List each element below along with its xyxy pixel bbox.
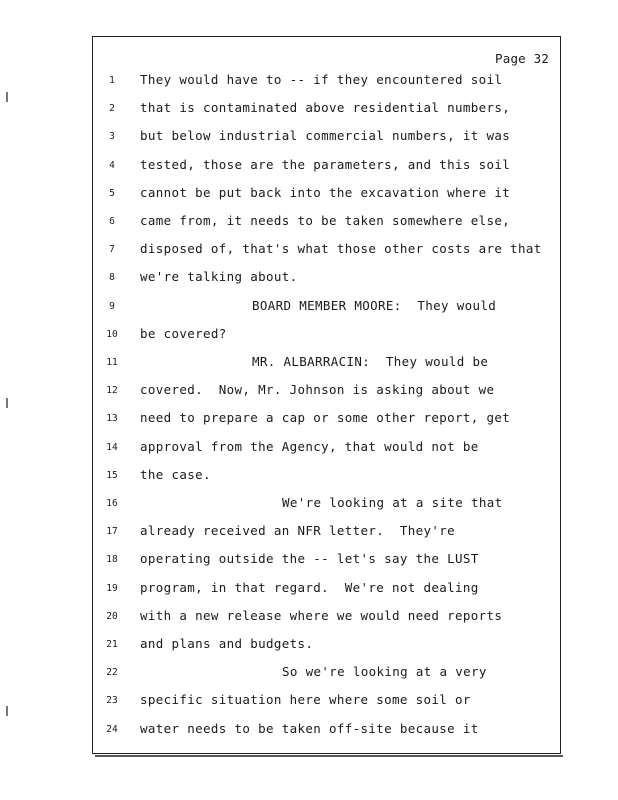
line-text: we're talking about. [140,269,298,285]
line-number: 9 [109,300,115,312]
line-number: 12 [106,385,118,397]
line-text: operating outside the -- let's say the LUST [140,551,479,567]
line-text: MR. ALBARRACIN: They would be [252,354,489,369]
line-text: BOARD MEMBER MOORE: They would [252,297,497,313]
line-number: 6 [109,216,115,227]
line-text: with a new release where we would need reports [140,607,503,623]
line-text: specific situation here where some soil or [140,692,471,708]
transcript-line [92,157,561,177]
line-number: 5 [109,187,115,199]
transcript-line [92,467,561,487]
transcript-line [92,354,561,374]
scan-mark-bottom [6,706,8,716]
line-text: be covered? [140,325,227,341]
transcript-line [92,269,561,289]
line-text: So we're looking at a very [282,664,487,680]
transcript-line [92,551,561,571]
transcript-line [92,692,561,712]
line-text: They would have to -- if they encountered soil [140,72,503,87]
line-text: approval from the Agency, that would not be [140,438,479,454]
line-text: water needs to be taken off-site because it [140,720,479,736]
line-number: 17 [106,526,118,538]
transcript-line [92,241,561,261]
transcript-line [92,382,561,402]
line-number: 14 [106,441,118,453]
transcript-line [92,72,561,92]
transcript-line [92,298,561,318]
transcript-line [92,580,561,600]
line-text: need to prepare a cap or some other report, get [140,410,511,426]
line-number: 4 [109,159,115,171]
line-number: 8 [109,272,115,284]
line-text: that is contaminated above residential numbers, [140,100,511,116]
line-text: came from, it needs to be taken somewhere else, [140,213,511,228]
transcript-line [92,664,561,684]
transcript-line [92,636,561,656]
line-text: but below industrial commercial numbers, it was [140,128,511,144]
line-number: 7 [109,244,115,256]
transcript-line [92,608,561,628]
transcript-line [92,128,561,148]
page-number: Page 32 [495,51,550,66]
transcript-line [92,326,561,346]
line-number: 24 [106,723,118,735]
line-text: tested, those are the parameters, and this soil [140,156,511,172]
line-text: We're looking at a site that [282,495,503,510]
line-text: covered. Now, Mr. Johnson is asking about we [140,382,495,398]
line-number: 3 [109,131,115,143]
line-number: 18 [106,554,118,566]
transcript-line [92,213,561,233]
line-number: 1 [109,75,115,86]
line-text: and plans and budgets. [140,636,314,651]
transcript-line [92,495,561,515]
transcript-line [92,410,561,430]
transcript-line [92,721,561,741]
line-number: 22 [106,667,118,679]
transcript-line [92,439,561,459]
line-number: 10 [106,328,118,340]
line-number: 21 [106,639,118,650]
transcript-line [92,185,561,205]
line-text: already received an NFR letter. They're [140,523,456,539]
line-text: the case. [140,466,211,482]
scan-mark-top [6,92,8,102]
line-number: 19 [106,582,118,594]
line-text: program, in that regard. We're not dealing [140,579,479,595]
line-number: 13 [106,413,118,425]
line-number: 11 [106,357,118,368]
line-number: 16 [106,498,118,509]
line-number: 23 [106,695,118,707]
line-text: cannot be put back into the excavation where it [140,184,511,200]
line-text: disposed of, that's what those other costs are that [140,241,542,257]
line-number: 20 [106,610,118,622]
line-number: 2 [109,103,115,115]
scan-mark-middle [6,398,8,408]
transcript-line [92,100,561,120]
transcript-line [92,523,561,543]
line-number: 15 [106,469,118,481]
